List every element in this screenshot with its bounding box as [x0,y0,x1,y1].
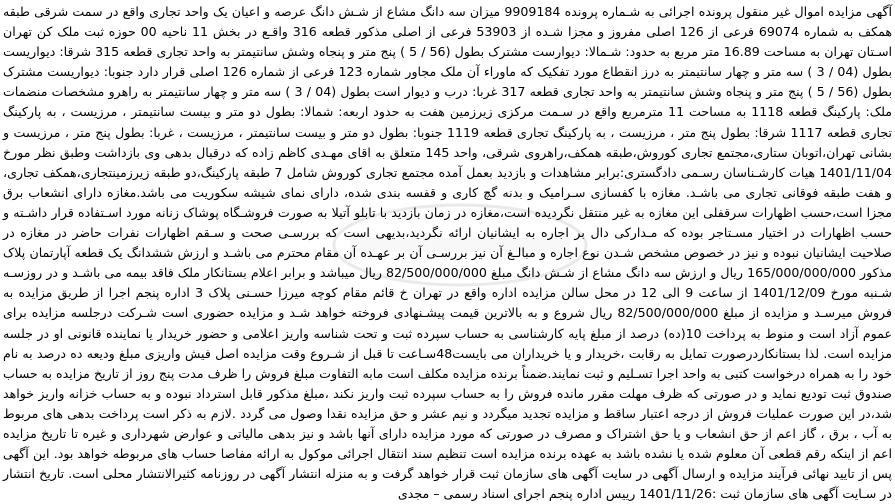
auction-notice-text: آگهی مزایده اموال غیر منقول پرونده اجرائی به شـماره پرونده 9909184 میزان سه دانگ مشاع از شـش دانگ عرصه و اعیان یک واحد تجاری واقع در سمت شرقی طبقه همکف به شماره 69074 فرعی از 126 اصلی مفروز و مجزا شـده از 53903 فرعی از اصلی مذکور قطعه 316 واقـع در بخش 11 ناحیه 00 حوزه ثبت ملک کن تهران اسـتان تهران به مساحت 16.89 متر مربع به حدود: شـمالا: دیوارست مشترک بطول (56 / 5 ) پنج متر و پنجاه وشش سانتیمتر به واحد تجاری قطعه 315 شرقا: دیواریست بطول (04 / 3 ) سه متر و چهار سانتیمتر به درز انقطاع مورد تفکیک که ماوراء آن ملک مجاور شماره 123 فرعی از شماره 126 اصلی قرار دارد جنوبا: دیواریست مشترک بطول (56 / 5 ) پنج متر و پنجاه وشش سانتیمتر به واحد تجاری قطعه 317 غربا: درب و دیوار است بطول (04 / 3 ) سه متر و چهار سانتیمتر به راهرو مشخصات منضمات ملک: پارکینگ قطعه 1118 به مساحت 11 مترمربع واقع در سـمت مرکزی زیرزمین هفت به حدود اربعه: شمالا: بطول دو متر و بیست سانتیمتر ، مرزیست ، به پارکینگ تجاری قطعه 1117 شرقا: بطول پنج متر ، مرزیست ، به پارکینگ تجاری قطعه 1119 جنوبا: بطول دو متر و بیست سانتیمتر ، مرزیست ، غربا: بطول پنج متر ، مرزیست و بشانی تهران،اتوبان ستاری،مجتمع تجاری کوروش،طبقه همکف،راهروی شرقی، واحد 145 متعلق به اقای مهـدی کاظم زاده که درقبال بدهی وی بازداشت وطبق نظر مورخ 1401/11/04 هیات کارشـناسان رسـمی دادگستری:برابر مشاهدات و بازدید بعمل آمده مجتمع تجاری کوروش شامل 7 طبقه پارکینگ،دو طبقه زیرزمینتجاری،همکف تجاری، و هفت طبقه فوقانی تجاری می باشـد. مغازه با کفسازی سـرامیک و بدنه گچ کاری و قفسه بندی شده، دارای نمای شیشه سکوریت می باشد.مغازه دارای انشعاب برق مجزا است،حسب اظهارات سرقفلی این مغازه به غیر منتقل نگردیده است،مغازه در زمان بازدید با تابلو آتیلا به صورت فروشـگاه پوشاک زنانه مورد اسـتفاده قرار داشـته و حسب اظهارات در اختیار مسـتاجر بوده که مـدارکی دال بر اجاره به ایشانیان ارائه نگردید،بدیهی است که بررسـی صحت و سـقم اظهارات نفرات حاضر در مغازه در صلاحیت ایشانیان نبوده و نیز در خصوص مشخص شـدن نوع اجاره و مبالـغ آن نیز بررسـی آن بر عهـده آن مقام محترم می باشـد و ارزش ششدانگ یک قطعه آپارتمان پلاک مذکور 165/000/000/000 ریال و ارزش سه دانگ مشاع از شـش دانگ مبلغ 82/500/000/000 ریال میباشد و برابر اعلام بستانکار ملک فاقد بیمه می باشـد و در روزسـه شـنبه مورخ 1401/12/09 از ساعت 9 الی 12 در محل سالن مزایده اداره واقع در تهران خ قائم مقام کوچه میرزا حسـنی پلاک 3 اداره پنجم اجرا از طریق مزایده به فروش میرسـد و مزایده از مبلغ 82/500/000/000 ریال شروع و به بالاترین قیمت پیشـنهادی فروخته خواهد شـد و مزایده حضوری است شـرکت درجلسه مزایده برای عموم آزاد است و منوط به پرداخت 10(ده) درصد از مبلغ پایه کارشناسی به حساب سپرده ثبت و تحت شناسه واریز اعلامی و حضور خریدار یا نماینده قانونی او در جلسه مزایده است. لذا بستانکاردرصورت تمایل به رقابت ،خریدار و یا خریداران می بایست48سـاعت تا قبل از شـروع وقت مزایده اصل فیش واریزی مبلغ ودیعه ده درصد به نام خود را به همراه درخواست کتبی به واحد اجرا تسـلیم و ثبت نمایند.ضمناً برنده مزایده مکلف است مابه التفاوت مبلغ فروش را ظرف مدت پنج روز از تاریخ مزایده به حساب صندوق ثبت تودیع نماید و در صورتی که ظرف مهلت مقرر مانده فروش را به حساب سپرده ثبت واریز نکند ،مبلغ مذکور قابل استرداد نبوده و به حساب خزانه واریز خواهد شد،در این صورت عملیات فروش از درجه اعتبار ساقط و مزایده تجدید میگردد و نیم عشر و حق مزایده نقدا وصول می گردد .لازم به ذکر است پرداخت بدهی های مربوط به آب ، برق ، گاز اعم از حق انشعاب و یا حق اشتراک و مصرف در صورتی که مورد مزایده دارای آنها باشد و نیز بدهی مالیاتی و عوارض شهرداری و غیره تا تاریخ مزایده اعم از اینکه رقم قطعی آن معلوم شده یا نشده باشد به عهده برنده مزایده است تنظیم سند انتقال اجرائی موکول به ارائه مفاصا حساب های مربوطه خواهد بود. این آگهی پس از تایید نهائی فرآیند مزایده و ارسال آگهی در سایت آگهی های سازمان ثبت قرار خواهد گرفت و به منزله انتشار آگهی در روزنامه کثیرالانتشار محلی است. تاریخ انتشار در سـایت آگهی های سازمان ثبت :1401/11/26 رییس اداره پنجم اجرای اسناد رسمی – مجدی [3,4,893,502]
